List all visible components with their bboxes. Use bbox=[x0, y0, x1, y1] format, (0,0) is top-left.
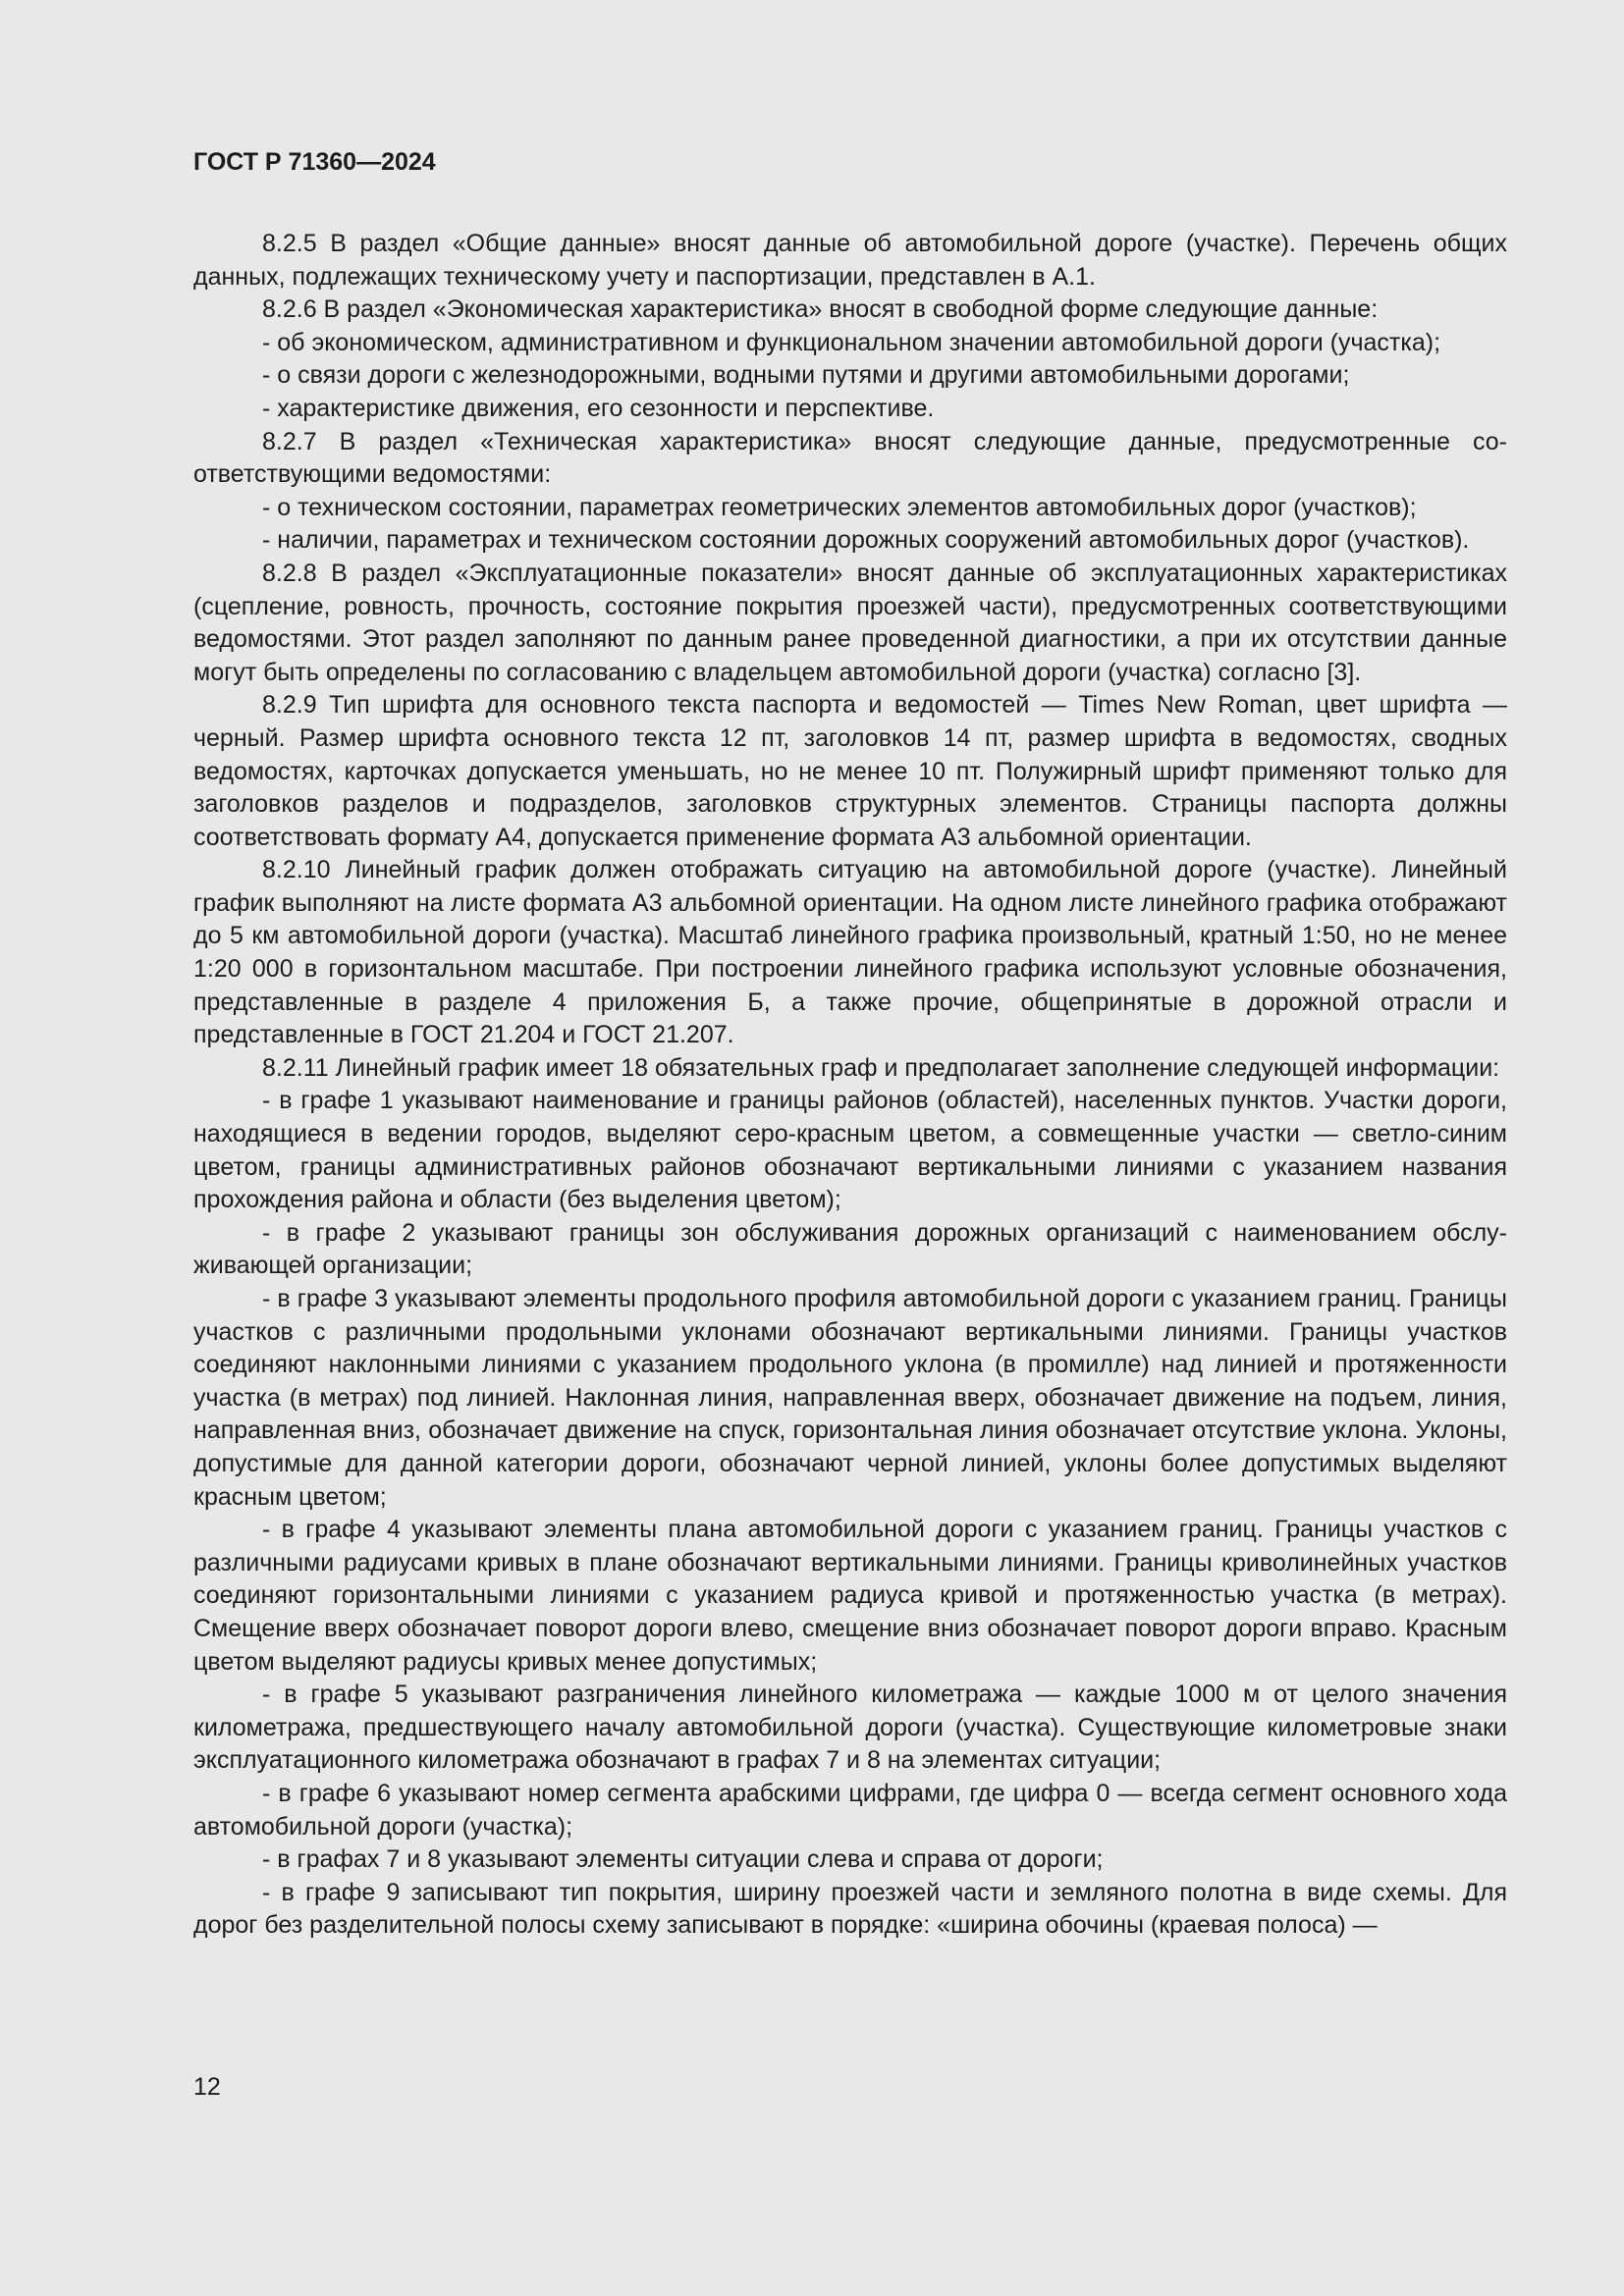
list-item: - о техническом состоянии, параметрах геометрических элементов автомобильных дорог (участков); bbox=[262, 493, 1417, 521]
paragraph-8-2-10: 8.2.10 Линейный график должен отображать ситуацию на автомобильной дороге (участке). Линейный график выполняют на листе формата А3 альбомной ориентации. На одном листе линейного графика отображают до 5 км автомобильной дороги (участка). Масштаб линейного графика произвольный, кратный 1:50, но не менее 1:20 000 в горизонтальном масштабе. При построении линейного графика используют условные обозначения, представленные в разделе 4 приложения Б, а также прочие, общепринятые в дорожной отрасли и представленные в ГОСТ 21.204 и ГОСТ 21.207. bbox=[193, 856, 1507, 1049]
paragraph-8-2-11: 8.2.11 Линейный график имеет 18 обязательных граф и предполагает заполнение следующей информации: bbox=[262, 1053, 1500, 1082]
list-item: - в графе 9 записывают тип покрытия, ширину проезжей части и земляного полотна в виде схемы. Для дорог без разделительной полосы схему записывают в порядке: «ширина обочины (краевая полоса) — bbox=[193, 1878, 1507, 1940]
list-item: - в графах 7 и 8 указывают элементы ситуации слева и справа от дороги; bbox=[262, 1845, 1104, 1874]
list-item: - в графе 1 указывают наименование и границы районов (областей), населенных пунктов. Участки дороги, находящиеся в ведении городов, выделяют серо-красным цветом, а совмещенные участки — светло-синим цветом, границы административных районов обозначают вертикальными линиями с указанием названия прохождения района и области (без выделения цветом); bbox=[193, 1087, 1507, 1214]
list-item: - в графе 4 указывают элементы плана автомобильной дороги с указанием границ. Границы участков с различными радиусами кривых в плане обозначают вертикальными линиями. Границы криволинейных участков соединяют горизонтальными линиями с указанием радиуса кривой и протяженностью участка (в метрах). Смещение вверх обозначает поворот дороги влево, смещение вниз обозначает поворот дороги вправо. Красным цветом выделяют радиусы кривых менее допустимых; bbox=[193, 1516, 1507, 1676]
paragraph-8-2-8: 8.2.8 В раздел «Эксплуатационные показатели» вносят данные об эксплуатационных характеристиках (сцепление, ровность, прочность, состояние покрытия проезжей части), предусмотренных соответствующими ведомостями. Этот раздел заполняют по данным ранее проведенной диагностики, а при их отсутствии данные могут быть определены по согласованию с владельцем автомобильной дороги (участка) согласно [3]. bbox=[193, 559, 1507, 686]
document-header: ГОСТ Р 71360—2024 bbox=[193, 148, 436, 176]
paragraph-8-2-6: 8.2.6 В раздел «Экономическая характеристика» вносят в свободной форме следующие данные: bbox=[262, 295, 1379, 324]
list-item: - в графе 6 указывают номер сегмента арабскими цифрами, где цифра 0 — всегда сегмент основного хода автомобильной дороги (участка); bbox=[193, 1779, 1507, 1841]
list-item: - в графе 2 указывают границы зон обслуживания дорожных организаций с наименованием обслуживающей организации; bbox=[193, 1218, 1507, 1280]
list-item: - наличии, параметрах и техническом состоянии дорожных сооружений автомобильных дорог (участков). bbox=[262, 526, 1470, 555]
list-item: - об экономическом, административном и функциональном значении автомобильной дороги (участка); bbox=[262, 328, 1441, 356]
list-item: - в графе 3 указывают элементы продольного профиля автомобильной дороги с указанием границ. Границы участков с различными продольными уклонами обозначают вертикальными линиями. Границы участков соединяют наклонными линиями с указанием продольного уклона (в промилле) над линией и протяженности участка (в метрах) под линией. Наклонная линия, направленная вверх, обозначает движение на подъем, линия, направленная вниз, обозначает движение на спуск, горизонтальная линия обозначает отсутствие уклона. Уклоны, допустимые для данной категории дороги, обозначают черной линией, уклоны более допустимых выделяют красным цветом; bbox=[193, 1285, 1507, 1511]
paragraph-8-2-5: 8.2.5 В раздел «Общие данные» вносят данные об автомобильной дороге (участке). Перечень общих данных, подлежащих техническому учету и паспортизации, представлен в А.1. bbox=[193, 230, 1507, 291]
document-body bbox=[193, 228, 1507, 1943]
paragraph-8-2-9: 8.2.9 Тип шрифта для основного текста паспорта и ведомостей — Times New Roman, цвет шрифта — черный. Размер шрифта основного текста 12 пт, заголовков 14 пт, размер шрифта в ведомостях, сводных ведомостях, карточках допускается уменьшать, но не менее 10 пт. Полужирный шрифт применяют только для заголовков разделов и подразделов, заголовков структурных элементов. Страницы паспорта должны соответствовать формату А4, допускается применение формата А3 альбомной ориентации. bbox=[193, 691, 1507, 851]
paragraph-8-2-7: 8.2.7 В раздел «Техническая характеристика» вносят следующие данные, предусмотренные соответствующими ведомостями: bbox=[193, 427, 1507, 489]
list-item: - о связи дороги с железнодорожными, водными путями и другими автомобильными дорогами; bbox=[262, 361, 1350, 390]
page-number: 12 bbox=[193, 2073, 221, 2101]
list-item: - характеристике движения, его сезонности и перспективе. bbox=[262, 394, 935, 422]
list-item: - в графе 5 указывают разграничения линейного километража — каждые 1000 м от целого значения километража, предшествующего началу автомобильной дороги (участка). Существующие километровые знаки эксплуатационного километража обозначают в графах 7 и 8 на элементах ситуации; bbox=[193, 1681, 1507, 1775]
